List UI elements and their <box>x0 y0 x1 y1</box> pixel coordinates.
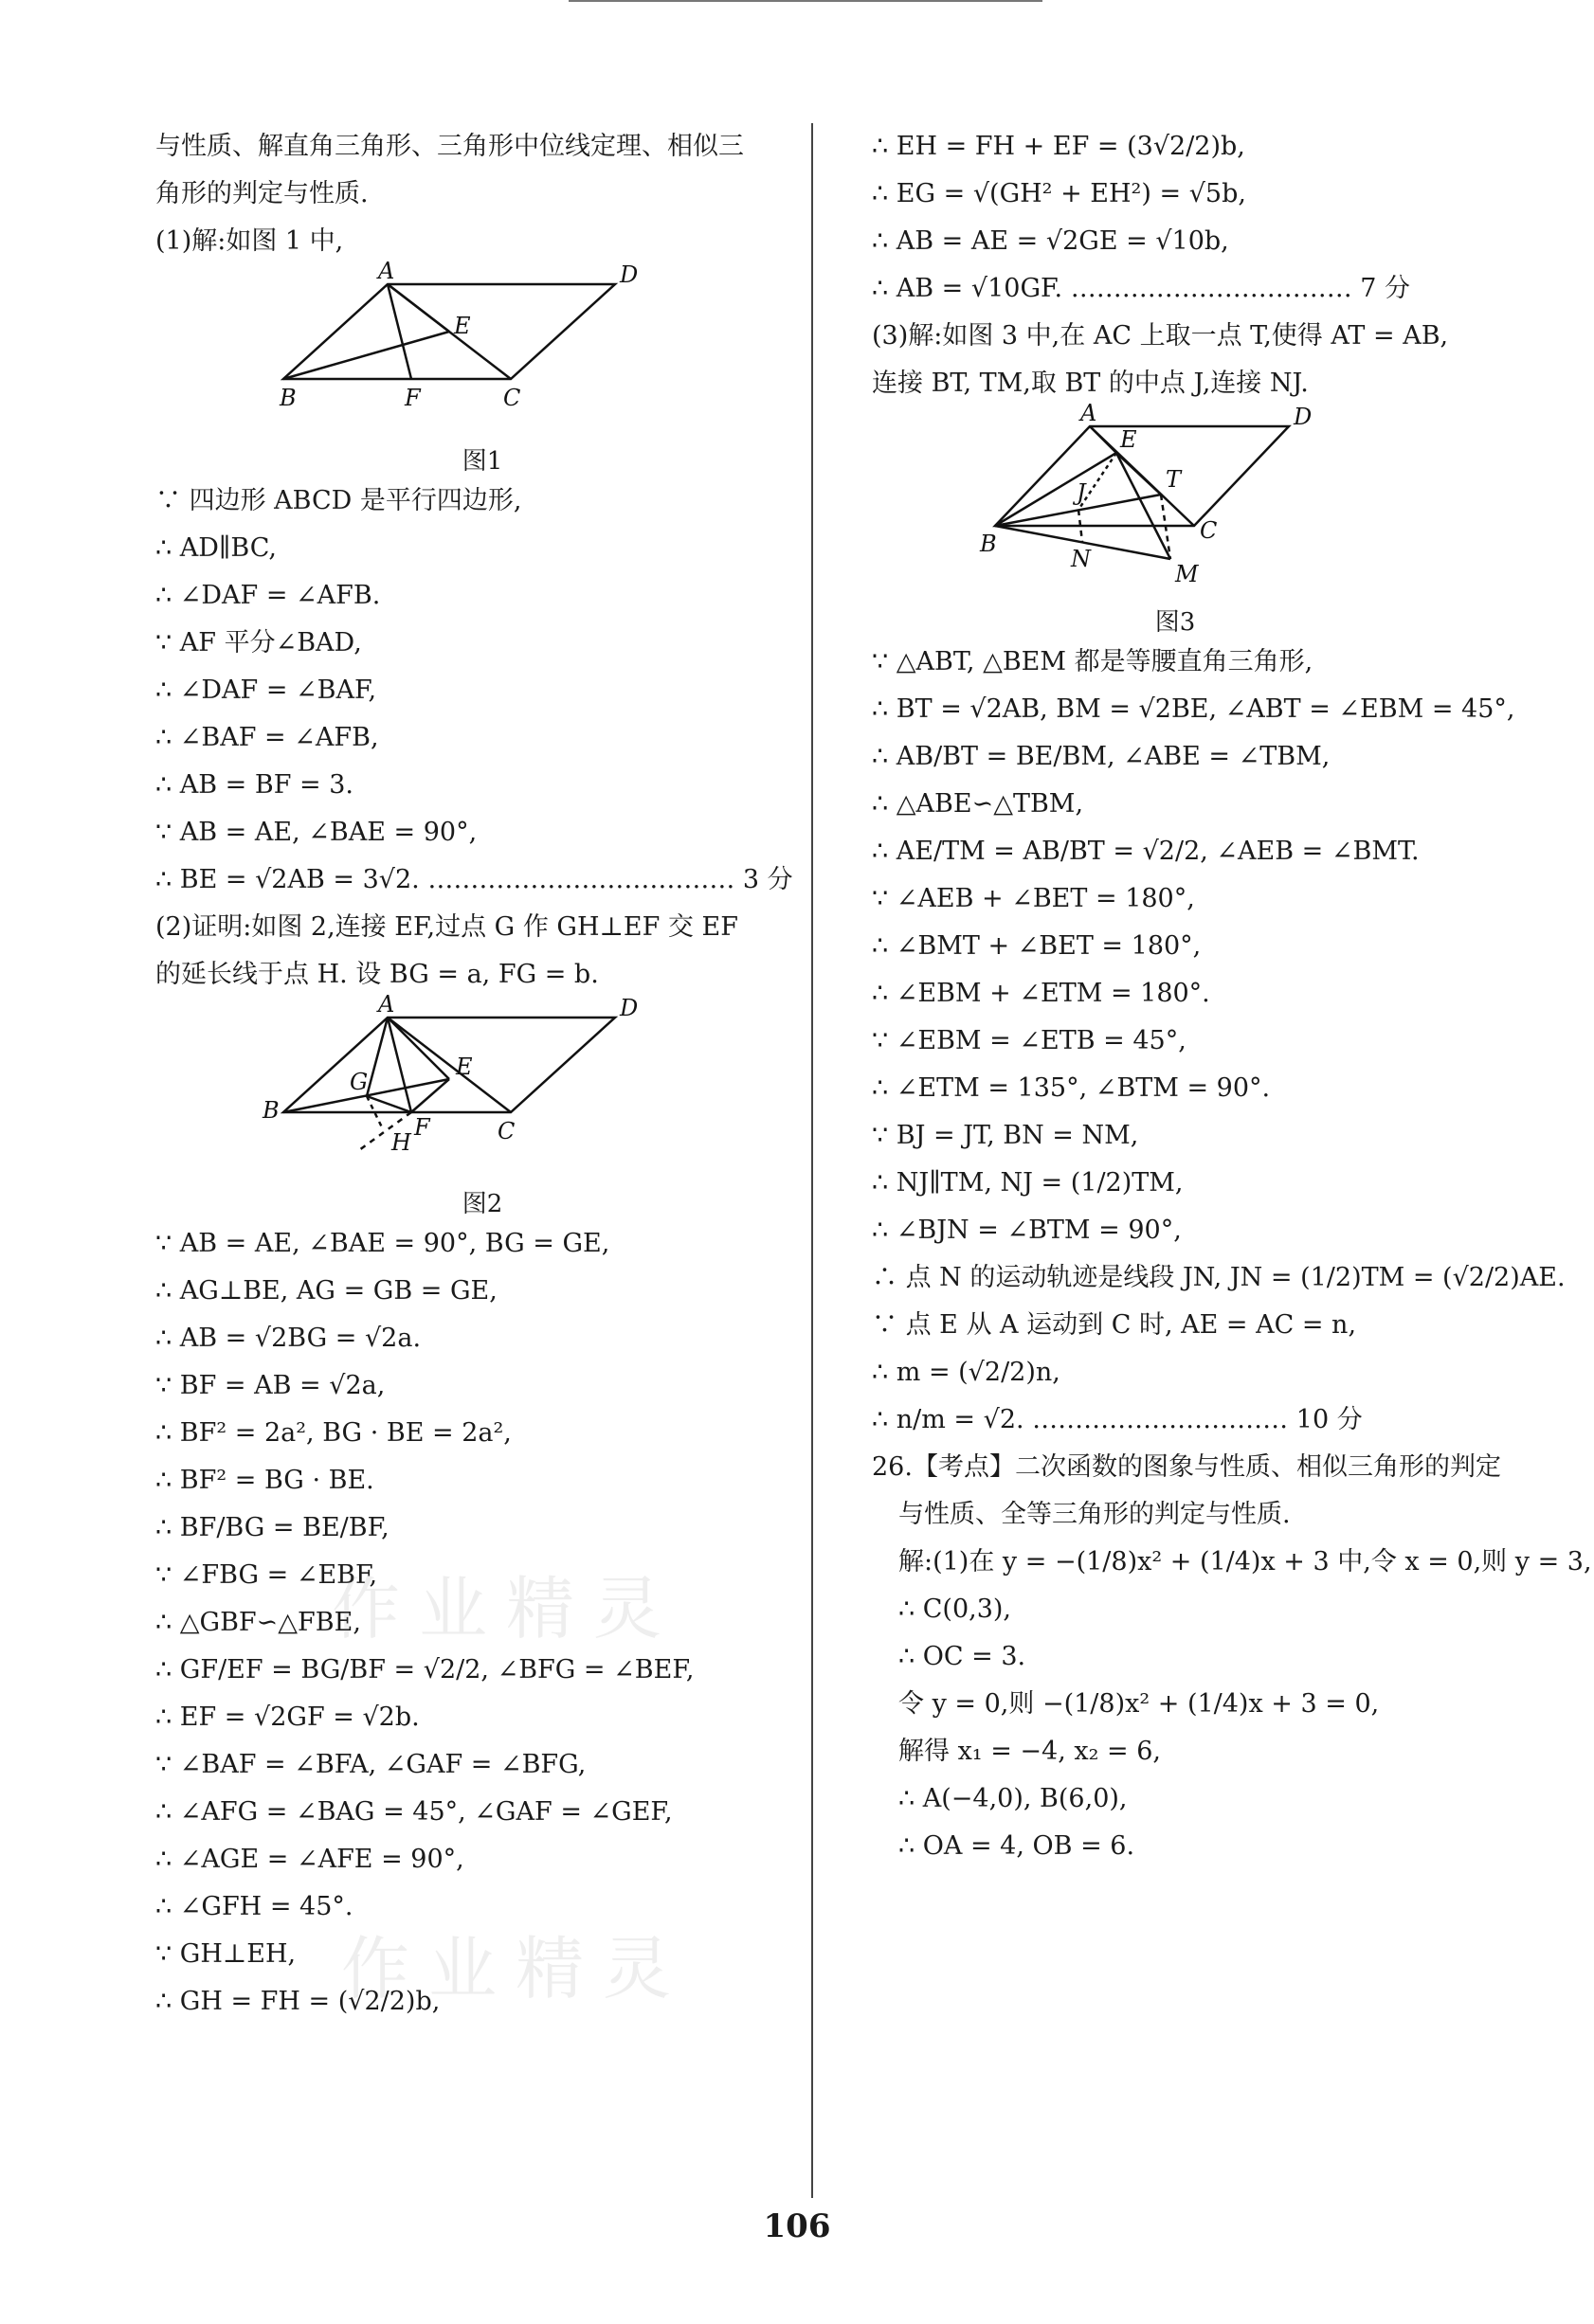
top-rule <box>569 0 1042 2</box>
text-line: ∵ AF 平分∠BAD, <box>155 628 362 658</box>
fig2-line-AE <box>388 1018 449 1079</box>
fig1-label: A <box>378 258 395 284</box>
fig3-label: M <box>1175 561 1199 587</box>
fig1-label: C <box>503 385 521 411</box>
fig3-label: N <box>1071 546 1091 572</box>
text-line: 令 y = 0,则 −(1/8)x² + (1/4)x + 3 = 0, <box>898 1689 1380 1719</box>
figure-2-caption: 图2 <box>462 1190 503 1218</box>
fig3-label: C <box>1200 517 1218 544</box>
text-line: ∵ ∠FBG = ∠EBF, <box>155 1560 378 1590</box>
text-line: ∴ OA = 4, OB = 6. <box>898 1831 1135 1861</box>
text-line: (1)解:如图 1 中, <box>155 226 344 256</box>
text-line: ∴ BT = √2AB, BM = √2BE, ∠ABT = ∠EBM = 45°, <box>872 694 1515 724</box>
text-line: ∵ 四边形 ABCD 是平行四边形, <box>155 486 522 515</box>
fig3-label: E <box>1120 426 1137 453</box>
text-line: 26.【考点】二次函数的图象与性质、相似三角形的判定 <box>872 1452 1501 1482</box>
fig2-label: H <box>391 1129 411 1156</box>
text-line: ∴ EF = √2GF = √2b. <box>155 1702 420 1732</box>
text-line: (2)证明:如图 2,连接 EF,过点 G 作 GH⊥EF 交 EF <box>155 912 738 942</box>
text-line: 角形的判定与性质. <box>155 179 369 208</box>
text-line: ∴ △ABE∽△TBM, <box>872 789 1084 819</box>
text-line: ∴ ∠BAF = ∠AFB, <box>155 723 379 752</box>
fig2-label: F <box>414 1114 430 1141</box>
watermark: 作业精灵 <box>341 1929 691 2009</box>
text-line: ∴ BF/BG = BE/BF, <box>155 1513 389 1542</box>
text-line: ∴ ∠GFH = 45°. <box>155 1892 353 1921</box>
text-line: ∵ GH⊥EH, <box>155 1939 297 1969</box>
text-line: ∴ AB = AE = √2GE = √10b, <box>872 226 1229 256</box>
left-column <box>155 123 809 2026</box>
fig1-label: D <box>620 261 639 288</box>
text-line: ∴ C(0,3), <box>898 1594 1012 1624</box>
text-line: ∵ ∠AEB + ∠BET = 180°, <box>872 884 1195 913</box>
left-text-block-1 <box>155 123 809 265</box>
text-line: ∵ 点 E 从 A 运动到 C 时, AE = AC = n, <box>872 1310 1357 1340</box>
text-line: 与性质、全等三角形的判定与性质. <box>898 1500 1291 1529</box>
text-line: ∴ ∠EBM + ∠ETM = 180°. <box>872 979 1210 1008</box>
text-line: 解:(1)在 y = −(1/8)x² + (1/4)x + 3 中,令 x = 0,则 y = 3, <box>898 1547 1592 1576</box>
fig3-label: A <box>1080 400 1097 426</box>
text-line: ∴ ∠DAF = ∠AFB. <box>155 581 381 610</box>
text-line: ∵ AB = AE, ∠BAE = 90°, BG = GE, <box>155 1229 610 1258</box>
text-line: ∴ AB/BT = BE/BM, ∠ABE = ∠TBM, <box>872 742 1331 771</box>
text-line: ∴ n/m = √2. ………………………… 10 分 <box>872 1405 1363 1434</box>
text-line: 解得 x₁ = −4, x₂ = 6, <box>898 1737 1161 1766</box>
fig3-label: B <box>980 531 997 557</box>
text-line: ∵ BF = AB = √2a, <box>155 1371 386 1400</box>
fig1-label: E <box>454 313 471 339</box>
fig1-label: F <box>405 385 421 411</box>
fig1-label: B <box>280 385 297 411</box>
text-line: ∴ △GBF∽△FBE, <box>155 1608 361 1637</box>
text-line: ∴ ∠AFG = ∠BAG = 45°, ∠GAF = ∠GEF, <box>155 1797 673 1827</box>
figure-2-lines <box>283 1018 615 1150</box>
text-line: ∴ EH = FH + EF = (3√2/2)b, <box>872 132 1245 161</box>
text-line: ∴ OC = 3. <box>898 1642 1026 1671</box>
text-line: ∴ BF² = BG · BE. <box>155 1466 374 1495</box>
fig3-line-AE <box>1090 426 1116 453</box>
fig3-label: T <box>1166 466 1182 493</box>
text-line: ∴ ∠AGE = ∠AFE = 90°, <box>155 1845 464 1874</box>
page-number: 106 <box>763 2207 831 2245</box>
figure-3-lines <box>995 426 1289 559</box>
text-line: ∴ AB = √10GF. …………………………… 7 分 <box>872 274 1411 303</box>
text-line: ∴ m = (√2/2)n, <box>872 1358 1060 1387</box>
text-line: (3)解:如图 3 中,在 AC 上取一点 T,使得 AT = AB, <box>872 321 1449 351</box>
text-line: 的延长线于点 H. 设 BG = a, FG = b. <box>155 960 599 989</box>
figure-1-caption: 图1 <box>462 447 503 476</box>
column-divider <box>811 123 813 2198</box>
text-line: ∴ AE/TM = AB/BT = √2/2, ∠AEB = ∠BMT. <box>872 837 1420 866</box>
text-line: ∵ BJ = JT, BN = NM, <box>872 1121 1139 1150</box>
text-line: 与性质、解直角三角形、三角形中位线定理、相似三 <box>155 132 744 161</box>
text-line: ∴ AB = √2BG = √2a. <box>155 1324 422 1353</box>
fig2-line-AG <box>367 1018 388 1096</box>
figure-3 <box>976 400 1374 606</box>
text-line: ∵ AB = AE, ∠BAE = 90°, <box>155 818 478 847</box>
figure-1-lines <box>283 284 615 379</box>
text-line: ∴ GH = FH = (√2/2)b, <box>155 1987 441 2016</box>
right-text-block-2 <box>872 639 1592 1870</box>
right-column <box>872 123 1592 1870</box>
fig2-line-AC <box>388 1018 511 1112</box>
text-line: ∴ NJ∥TM, NJ = (1/2)TM, <box>872 1168 1184 1198</box>
text-line: ∴ ∠DAF = ∠BAF, <box>155 676 377 705</box>
figure-1 <box>280 258 681 445</box>
fig3-label: J <box>1077 479 1086 506</box>
text-line: ∴ AD∥BC, <box>155 533 277 563</box>
fig3-line-ET <box>1116 453 1161 495</box>
text-line: ∵ ∠BAF = ∠BFA, ∠GAF = ∠BFG, <box>155 1750 587 1779</box>
left-text-block-2 <box>155 477 809 999</box>
figure-2 <box>263 991 681 1188</box>
fig2-label: B <box>263 1097 280 1124</box>
fig3-label: D <box>1294 404 1313 430</box>
text-line: ∴ ∠BMT + ∠BET = 180°, <box>872 931 1202 961</box>
text-line: ∵ ∠EBM = ∠ETB = 45°, <box>872 1026 1186 1055</box>
text-line: ∴ GF/EF = BG/BF = √2/2, ∠BFG = ∠BEF, <box>155 1655 695 1684</box>
text-line: ∴ EG = √(GH² + EH²) = √5b, <box>872 179 1246 208</box>
text-line: 连接 BT, TM,取 BT 的中点 J,连接 NJ. <box>872 369 1309 398</box>
fig2-label: D <box>620 995 639 1021</box>
fig2-line-GF <box>367 1096 411 1112</box>
text-line: ∴ AG⊥BE, AG = GB = GE, <box>155 1276 498 1306</box>
text-line: ∴ 点 N 的运动轨迹是线段 JN, JN = (1/2)TM = (√2/2)AE. <box>872 1263 1566 1292</box>
watermark: 作业精灵 <box>332 1569 681 1648</box>
text-line: ∴ ∠BJN = ∠BTM = 90°, <box>872 1216 1182 1245</box>
text-line: ∴ A(−4,0), B(6,0), <box>898 1784 1128 1813</box>
text-line: ∴ AB = BF = 3. <box>155 770 354 800</box>
right-text-block-1 <box>872 123 1478 407</box>
fig2-label: C <box>498 1118 516 1144</box>
text-line: ∴ BF² = 2a², BG · BE = 2a², <box>155 1418 512 1448</box>
fig2-label: G <box>350 1069 369 1095</box>
fig2-label: A <box>378 991 395 1018</box>
text-line: ∴ BE = √2AB = 3√2. ……………………………… 3 分 <box>155 865 793 894</box>
figure-3-caption: 图3 <box>1154 608 1196 637</box>
fig2-label: E <box>456 1054 473 1080</box>
text-line: ∵ △ABT, △BEM 都是等腰直角三角形, <box>872 647 1313 676</box>
text-line: ∴ ∠ETM = 135°, ∠BTM = 90°. <box>872 1073 1271 1103</box>
